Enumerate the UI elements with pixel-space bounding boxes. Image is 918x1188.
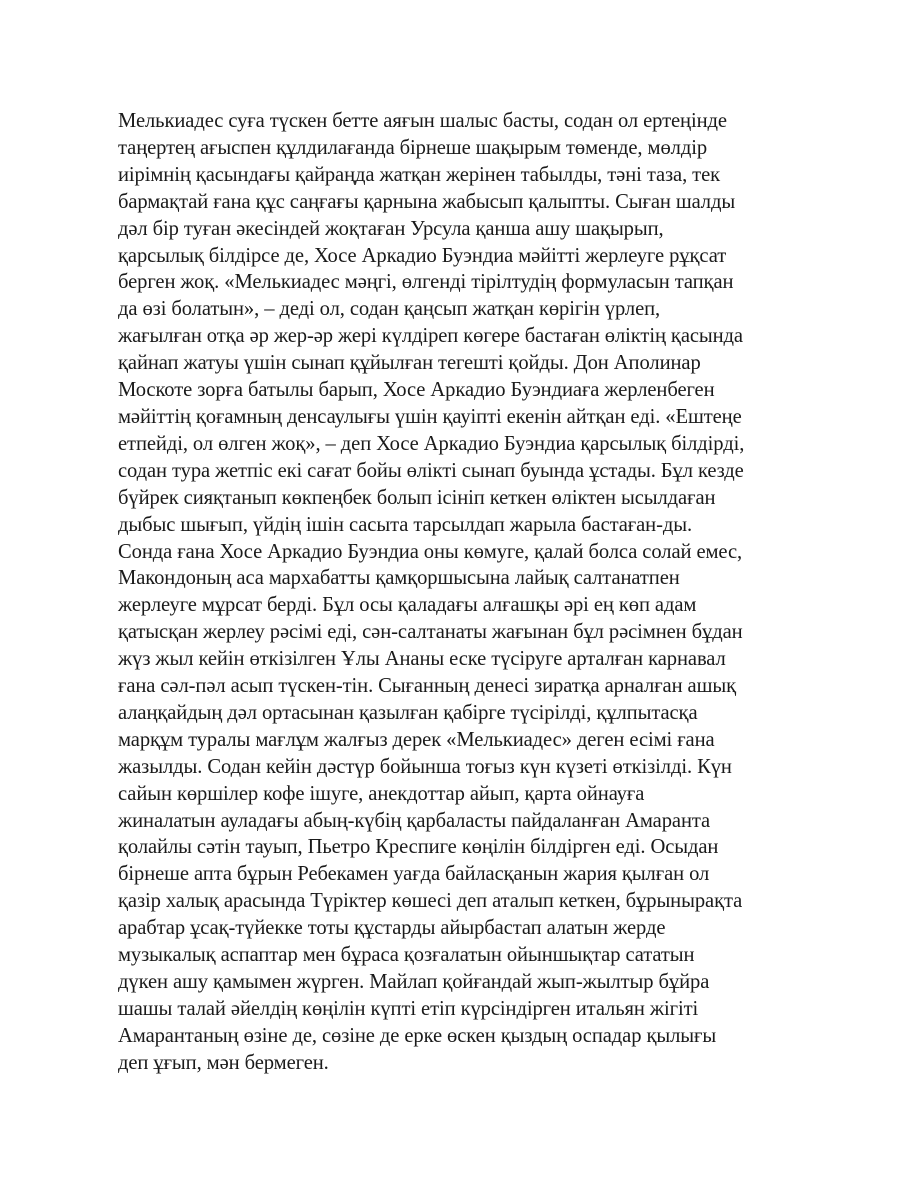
paragraph-line: Сонда ғана Хосе Аркадио Буэндиа оны көмуге, қалай болса солай емес,: [118, 540, 743, 563]
paragraph-line: шашы талай әйелдің көңілін күпті етіп күрсіндірген итальян жігіті: [118, 997, 699, 1020]
paragraph-line: Амарантаның өзіне де, сөзіне де ерке өскен қыздың оспадар қылығы: [118, 1024, 717, 1047]
paragraph-line: етпейді, ол өлген жоқ», – деп Хосе Аркадио Буэндиа қарсылық білдірді,: [118, 432, 745, 455]
paragraph-line: қазір халық арасында Түріктер көшесі деп аталып кеткен, бұрынырақта: [118, 890, 743, 913]
paragraph-line: жерлеуге мұрсат берді. Бұл осы қаладағы алғашқы әрі ең көп адам: [118, 594, 697, 617]
paragraph-line: Макондоның аса мархабатты қамқоршысына лайық салтанатпен: [118, 567, 680, 590]
paragraph-line: таңертең ағыспен құлдилағанда бірнеше шақырым төменде, мөлдір: [118, 136, 708, 159]
paragraph-line: дәл бір туған әкесіндей жоқтаған Урсула қанша ашу шақырып,: [118, 217, 664, 240]
paragraph-line: қайнап жатуы үшін сынап құйылған тегешті қойды. Дон Аполинар: [118, 352, 701, 375]
paragraph-line: қолайлы сәтін тауып, Пьетро Креспиге көңілін білдірген еді. Осыдан: [118, 836, 719, 859]
paragraph-line: жиналатын ауладағы абың-күбің қарбаласты пайдаланған Амаранта: [118, 809, 711, 832]
paragraph-line: мәйіттің қоғамның денсаулығы үшін қауіпті екенін айтқан еді. «Ештеңе: [118, 405, 742, 428]
paragraph-line: қарсылық білдірсе де, Хосе Аркадио Буэндиа мәйітті жерлеуге рұқсат: [118, 244, 727, 267]
body-paragraph: [118, 108, 818, 1077]
paragraph-line: деп ұғып, мән бермеген.: [118, 1051, 329, 1074]
paragraph-line: ғана сәл-пәл асып түскен-тін. Сығанның денесі зиратқа арналған ашық: [118, 675, 736, 698]
paragraph-line: дыбыс шығып, үйдің ішін сасыта тарсылдап жарыла бастаған-ды.: [118, 513, 693, 536]
paragraph-line: сайын көршілер кофе ішуге, анекдоттар айып, қарта ойнауға: [118, 782, 645, 805]
paragraph-line: да өзі болатын», – деді ол, содан қаңсып жатқан көрігін үрлеп,: [118, 298, 661, 321]
paragraph-line: алаңқайдың дәл ортасынан қазылған қабірге түсірілді, құлпытасқа: [118, 701, 698, 724]
paragraph-line: жүз жыл кейін өткізілген Ұлы Ананы еске түсіруге арталған карнавал: [118, 648, 726, 671]
paragraph-line: марқұм туралы мағлұм жалғыз дерек «Мелькиадес» деген есімі ғана: [118, 728, 715, 751]
paragraph-line: музыкалық аспаптар мен бұраса қозғалатын ойыншықтар сататын: [118, 944, 695, 967]
paragraph-line: қатысқан жерлеу рәсімі еді, сән-салтанаты жағынан бұл рәсімнен бұдан: [118, 621, 743, 644]
paragraph-line: дүкен ашу қамымен жүрген. Майлап қойғандай жып-жылтыр бұйра: [118, 971, 710, 993]
paragraph-line: бірнеше апта бұрын Ребекамен уағда байласқанын жария қылған ол: [118, 863, 710, 886]
paragraph-line: арабтар ұсақ-түйекке тоты құстарды айырбастап алатын жерде: [118, 917, 666, 940]
paragraph-line: содан тура жетпіс екі сағат бойы өлікті сынап буында ұстады. Бұл кезде: [118, 459, 744, 482]
paragraph-line: бармақтай ғана құс саңғағы қарнына жабысып қалыпты. Сыған шалды: [118, 190, 736, 213]
paragraph-line: бүйрек сияқтанып көкпеңбек болып ісініп кеткен өліктен ысылдаған: [118, 486, 716, 509]
paragraph-line: Москоте зорға батылы барып, Хосе Аркадио Буэндиаға жерленбеген: [118, 379, 715, 402]
paragraph-line: жағылған отқа әр жер-әр жері күлдіреп көгере бастаған өліктің қасында: [118, 325, 743, 348]
paragraph-line: иірімнің қасындағы қайраңда жатқан жерінен табылды, тәні таза, тек: [118, 163, 721, 186]
paragraph-line: жазылды. Содан кейін дәстүр бойынша тоғыз күн күзеті өткізілді. Күн: [118, 755, 732, 778]
paragraph-line: Мелькиадес суға түскен бетте аяғын шалыс басты, содан ол ертеңінде: [118, 110, 727, 132]
paragraph-line: берген жоқ. «Мелькиадес мәңгі, өлгенді тірілтудің формуласын тапқан: [118, 271, 734, 294]
